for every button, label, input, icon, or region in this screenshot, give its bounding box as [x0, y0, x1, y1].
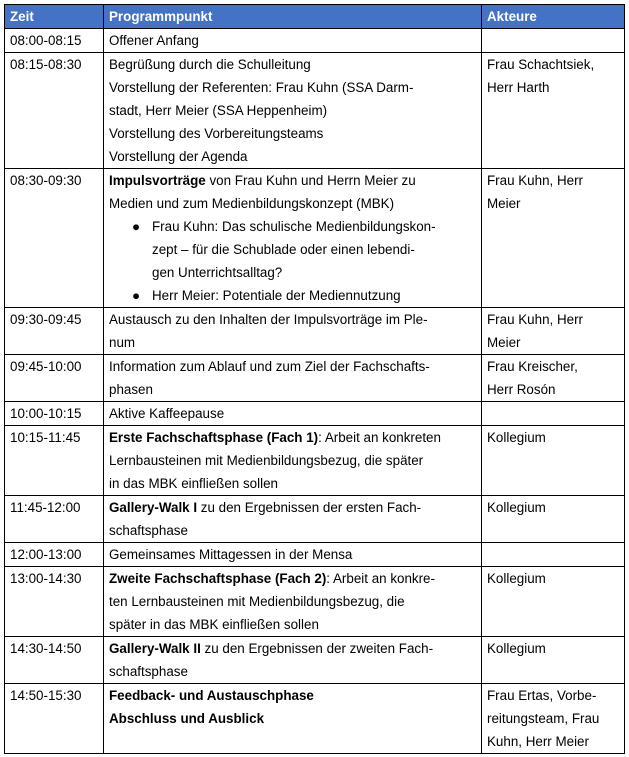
- actor-line: Frau Schachtsiek,: [487, 57, 595, 72]
- actors-cell: [482, 543, 625, 567]
- program-line: [109, 426, 476, 449]
- program-cell: [104, 402, 482, 426]
- program-text: : Arbeit an konkreten: [318, 430, 441, 445]
- program-cell: [104, 308, 482, 355]
- actor-line: Kollegium: [487, 641, 546, 656]
- program-line: Offener Anfang: [109, 33, 199, 48]
- program-line: [109, 169, 476, 192]
- actor-line: Herr Rosón: [487, 382, 556, 397]
- program-line: Abschluss und Ausblick: [109, 711, 265, 726]
- actors-cell: [482, 308, 625, 355]
- time-cell: 13:00-14:30: [5, 567, 104, 637]
- time-cell: 08:00-08:15: [5, 29, 104, 53]
- bullet-icon: ●: [132, 219, 141, 234]
- actor-line: Kollegium: [487, 571, 546, 586]
- bullet-line: Frau Kuhn: Das schulische Medienbildungskon-: [152, 219, 436, 234]
- actor-line: reitungsteam, Frau: [487, 711, 600, 726]
- program-highlight: Impulsvorträge: [109, 173, 206, 188]
- actors-cell: [482, 53, 625, 169]
- schedule-table: [4, 4, 625, 754]
- program-cell: [104, 355, 482, 402]
- time-cell: 11:45-12:00: [5, 496, 104, 543]
- program-line: [109, 496, 476, 519]
- time-cell: 10:00-10:15: [5, 402, 104, 426]
- actor-line: Frau Ertas, Vorbe-: [487, 688, 597, 703]
- table-row: [5, 169, 625, 308]
- table-header-row: [5, 5, 625, 29]
- actor-line: Frau Kuhn, Herr: [487, 173, 584, 188]
- actors-cell: [482, 684, 625, 754]
- program-highlight: Gallery-Walk I: [109, 500, 198, 515]
- time-cell: 10:15-11:45: [5, 426, 104, 496]
- time-cell: 08:15-08:30: [5, 53, 104, 169]
- program-line: Aktive Kaffeepause: [109, 406, 225, 421]
- program-highlight: Zweite Fachschaftsphase (Fach 2): [109, 571, 327, 586]
- program-text: zu den Ergebnissen der ersten Fach-: [197, 500, 422, 515]
- program-line: num: [109, 335, 136, 350]
- program-line: schaftsphase: [109, 523, 188, 538]
- actor-line: Frau Kreischer,: [487, 359, 578, 374]
- table-row: [5, 684, 625, 754]
- header-program: Programmpunkt: [104, 5, 482, 29]
- time-cell: 14:30-14:50: [5, 637, 104, 684]
- program-cell: [104, 496, 482, 543]
- table-row: [5, 355, 625, 402]
- program-cell: [104, 684, 482, 754]
- program-cell: [104, 426, 482, 496]
- time-cell: 09:45-10:00: [5, 355, 104, 402]
- actors-cell: [482, 426, 625, 496]
- header-time: Zeit: [5, 5, 104, 29]
- table-row: [5, 496, 625, 543]
- time-cell: 09:30-09:45: [5, 308, 104, 355]
- program-highlight: Erste Fachschaftsphase (Fach 1): [109, 430, 319, 445]
- time-cell: 14:50-15:30: [5, 684, 104, 754]
- table-row: [5, 426, 625, 496]
- program-cell: [104, 567, 482, 637]
- table-row: [5, 637, 625, 684]
- bullet-line: zept – für die Schublade oder einen lebendi-: [152, 242, 415, 257]
- actor-line: Meier: [487, 335, 521, 350]
- program-line: Begrüßung durch die Schulleitung: [109, 57, 311, 72]
- actor-line: Kollegium: [487, 430, 546, 445]
- actors-cell: [482, 169, 625, 308]
- actors-cell: [482, 402, 625, 426]
- table-row: [5, 308, 625, 355]
- program-cell: [104, 29, 482, 53]
- program-cell: [104, 53, 482, 169]
- table-row: [5, 53, 625, 169]
- program-line: später in das MBK einfließen sollen: [109, 617, 319, 632]
- actors-cell: [482, 29, 625, 53]
- actors-cell: [482, 637, 625, 684]
- actor-line: Herr Harth: [487, 80, 550, 95]
- bullet-item: [132, 284, 476, 307]
- program-line: Vorstellung des Vorbereitungsteams: [109, 126, 324, 141]
- bullet-line: Herr Meier: Potentiale der Mediennutzung: [152, 288, 401, 303]
- program-cell: [104, 543, 482, 567]
- table-row: [5, 567, 625, 637]
- actors-cell: [482, 355, 625, 402]
- program-line: [109, 637, 476, 660]
- program-line: [109, 567, 476, 590]
- actor-line: Kollegium: [487, 500, 546, 515]
- bullet-icon: ●: [132, 288, 141, 303]
- table-row: [5, 402, 625, 426]
- program-line: ten Lernbausteinen mit Medienbildungsbezug, die: [109, 594, 405, 609]
- program-text: zu den Ergebnissen der zweiten Fach-: [200, 641, 434, 656]
- actor-line: Frau Kuhn, Herr: [487, 312, 584, 327]
- program-cell: [104, 169, 482, 308]
- program-cell: [104, 637, 482, 684]
- header-actors: Akteure: [482, 5, 625, 29]
- actors-cell: [482, 496, 625, 543]
- time-cell: 08:30-09:30: [5, 169, 104, 308]
- actor-line: Kuhn, Herr Meier: [487, 734, 589, 749]
- program-line: Vorstellung der Agenda: [109, 149, 248, 164]
- program-line: Feedback- und Austauschphase: [109, 688, 314, 703]
- bullet-item: [132, 215, 476, 284]
- program-text: von Frau Kuhn und Herrn Meier zu: [205, 173, 416, 188]
- bullet-list: [109, 215, 476, 307]
- program-line: Information zum Ablauf und zum Ziel der Fachschafts-: [109, 359, 430, 374]
- program-line: Vorstellung der Referenten: Frau Kuhn (SSA Darm-: [109, 80, 414, 95]
- program-line: stadt, Herr Meier (SSA Heppenheim): [109, 103, 328, 118]
- time-cell: 12:00-13:00: [5, 543, 104, 567]
- table-row: [5, 543, 625, 567]
- program-line: in das MBK einfließen sollen: [109, 476, 278, 491]
- program-line: Lernbausteinen mit Medienbildungsbezug, die später: [109, 453, 424, 468]
- table-row: [5, 29, 625, 53]
- program-text: : Arbeit an konkre-: [326, 571, 435, 586]
- program-line: Medien und zum Medienbildungskonzept (MBK): [109, 196, 395, 211]
- actor-line: Meier: [487, 196, 521, 211]
- program-line: phasen: [109, 382, 153, 397]
- program-line: Gemeinsames Mittagessen in der Mensa: [109, 547, 353, 562]
- bullet-line: gen Unterrichtsalltag?: [152, 265, 283, 280]
- program-line: Austausch zu den Inhalten der Impulsvorträge im Ple-: [109, 312, 428, 327]
- actors-cell: [482, 567, 625, 637]
- program-highlight: Gallery-Walk II: [109, 641, 201, 656]
- program-line: schaftsphase: [109, 664, 188, 679]
